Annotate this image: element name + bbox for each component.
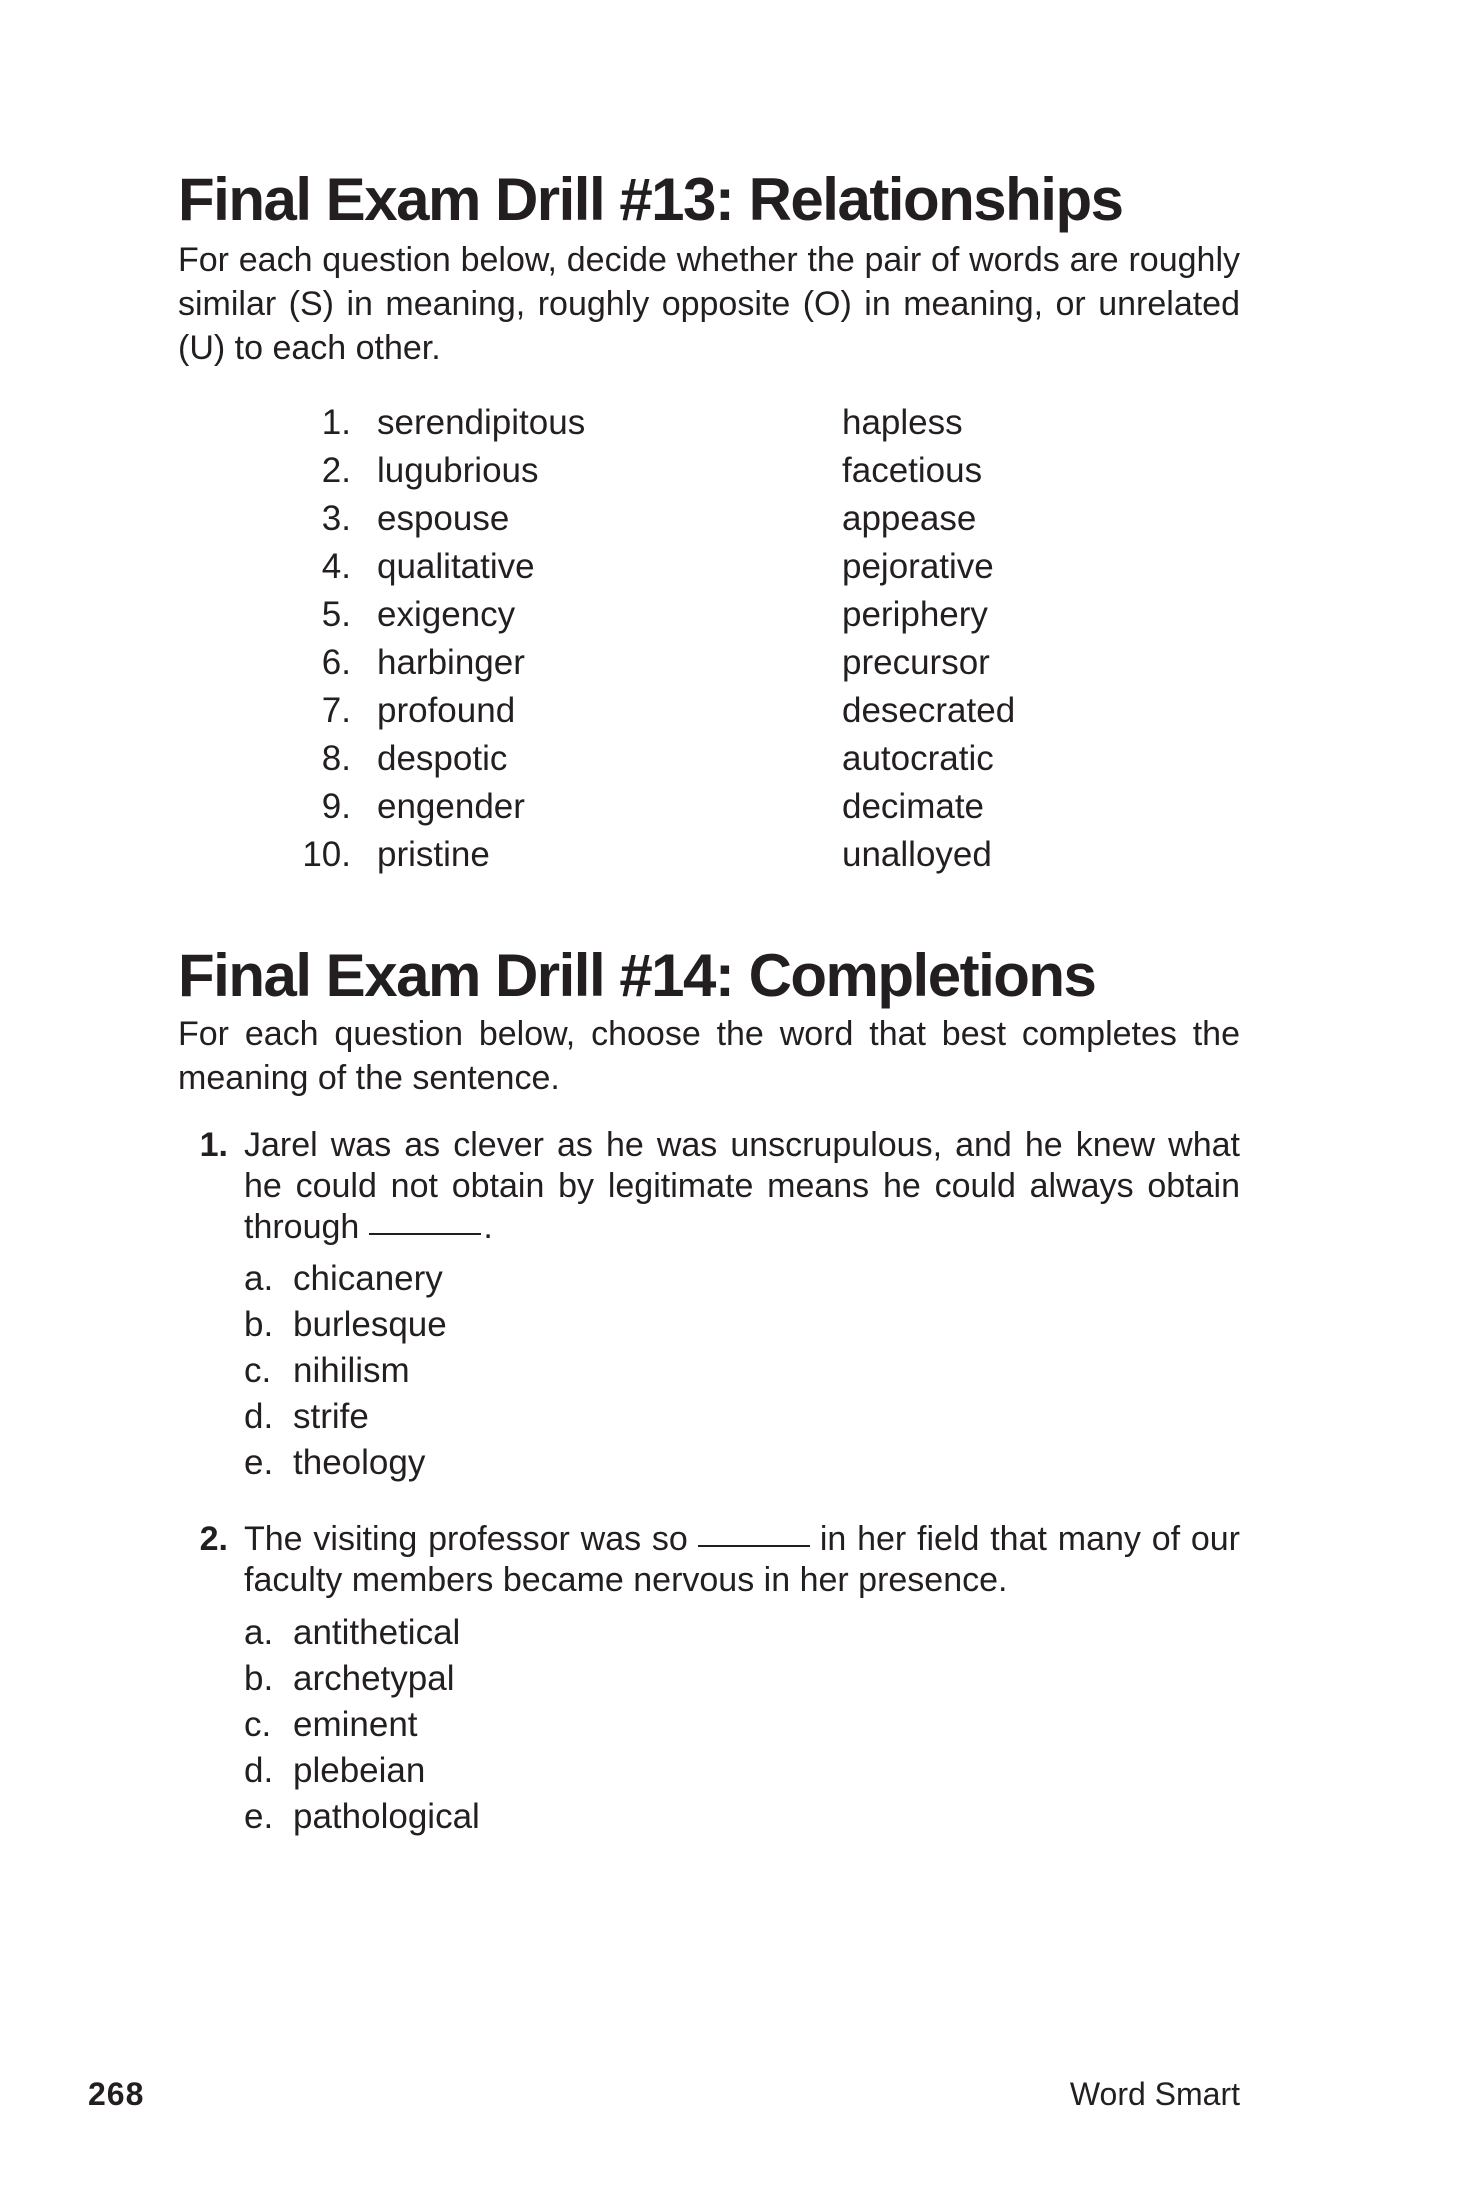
pair-row [0, 735, 1459, 783]
option-text: nihilism [293, 1351, 410, 1390]
drill13-instructions: For each question below, decide whether the pair of words are roughly similar (S) in meaning, roughly opposite (O) in meaning, or unrelated (U) to each other. [178, 241, 1240, 367]
option-letter: d. [244, 1751, 274, 1790]
pair-word-1: profound [377, 691, 516, 730]
option-text: theology [293, 1443, 426, 1482]
pair-row [0, 591, 1459, 639]
pair-number: 6. [321, 643, 351, 682]
pair-row [0, 399, 1459, 447]
question-text [244, 1519, 1240, 1601]
answer-option[interactable] [0, 1394, 1459, 1440]
pair-word-2: autocratic [842, 739, 994, 778]
option-letter: d. [244, 1397, 274, 1436]
question-1-options [0, 1256, 1459, 1486]
option-text: chicanery [293, 1259, 443, 1298]
answer-option[interactable] [0, 1702, 1459, 1748]
pair-word-2: hapless [842, 403, 963, 442]
answer-option[interactable] [0, 1794, 1459, 1840]
answer-option[interactable] [0, 1440, 1459, 1486]
pair-word-1: qualitative [377, 547, 535, 586]
pair-word-1: pristine [377, 835, 490, 874]
question-text-before: Jarel was as clever as he was unscrupulous, and he knew what he could not obtain by legitimate means he could always obtain through [244, 1126, 1240, 1246]
option-letter: c. [244, 1705, 272, 1744]
pair-word-2: desecrated [842, 691, 1016, 730]
pair-word-1: serendipitous [377, 403, 586, 442]
question-text-before: The visiting professor was so [244, 1520, 688, 1558]
question-number: 2. [199, 1520, 228, 1558]
option-letter: a. [244, 1259, 274, 1298]
pair-number: 2. [321, 451, 351, 490]
pair-row [0, 543, 1459, 591]
pair-word-1: exigency [377, 595, 516, 634]
option-text: pathological [293, 1797, 480, 1836]
pair-row [0, 783, 1459, 831]
pair-word-2: pejorative [842, 547, 994, 586]
pair-word-2: facetious [842, 451, 983, 490]
question-number: 1. [199, 1126, 228, 1164]
answer-option[interactable] [0, 1302, 1459, 1348]
pair-row [0, 447, 1459, 495]
pair-number: 9. [321, 787, 351, 826]
page-number: 268 [88, 2076, 145, 2112]
question-text-after: in her field that many of our faculty members became nervous in her presence. [244, 1520, 1240, 1599]
answer-option[interactable] [0, 1256, 1459, 1302]
answer-option[interactable] [0, 1610, 1459, 1656]
pair-word-2: periphery [842, 595, 988, 634]
pair-number: 8. [321, 739, 351, 778]
pair-word-2: unalloyed [842, 835, 992, 874]
pair-row [0, 495, 1459, 543]
option-letter: e. [244, 1797, 274, 1836]
option-letter: c. [244, 1351, 272, 1390]
option-text: burlesque [293, 1305, 447, 1344]
option-letter: b. [244, 1659, 274, 1698]
answer-option[interactable] [0, 1656, 1459, 1702]
question-text [244, 1125, 1240, 1248]
option-letter: b. [244, 1305, 274, 1344]
pair-word-2: decimate [842, 787, 985, 826]
pair-word-2: appease [842, 499, 977, 538]
pair-row [0, 831, 1459, 879]
pair-number: 5. [321, 595, 351, 634]
answer-blank [698, 1545, 810, 1547]
drill14-title: Final Exam Drill #14: Completions [178, 942, 1096, 1009]
answer-blank [369, 1233, 481, 1235]
drill13-title: Final Exam Drill #13: Relationships [178, 166, 1123, 233]
pair-word-2: precursor [842, 643, 990, 682]
answer-option[interactable] [0, 1748, 1459, 1794]
option-letter: e. [244, 1443, 274, 1482]
question-text-after: . [483, 1208, 493, 1246]
pair-word-1: lugubrious [377, 451, 539, 490]
pair-word-1: despotic [377, 739, 508, 778]
option-text: strife [293, 1397, 369, 1436]
pair-number: 1. [321, 403, 351, 442]
pair-word-1: espouse [377, 499, 510, 538]
pair-row [0, 687, 1459, 735]
pair-number: 7. [321, 691, 351, 730]
drill13-pair-list [0, 399, 1459, 879]
pair-row [0, 639, 1459, 687]
answer-option[interactable] [0, 1348, 1459, 1394]
drill14-instructions: For each question below, choose the word that best completes the meaning of the sentence. [178, 1015, 1240, 1097]
option-text: plebeian [293, 1751, 426, 1790]
pair-number: 3. [321, 499, 351, 538]
running-footer-title: Word Smart [1069, 2076, 1240, 2112]
option-text: eminent [293, 1705, 418, 1744]
pair-number: 10. [302, 835, 351, 874]
pair-word-1: engender [377, 787, 525, 826]
pair-word-1: harbinger [377, 643, 525, 682]
pair-number: 4. [321, 547, 351, 586]
option-text: archetypal [293, 1659, 455, 1698]
question-2-options [0, 1610, 1459, 1840]
option-text: antithetical [293, 1613, 461, 1652]
option-letter: a. [244, 1613, 274, 1652]
